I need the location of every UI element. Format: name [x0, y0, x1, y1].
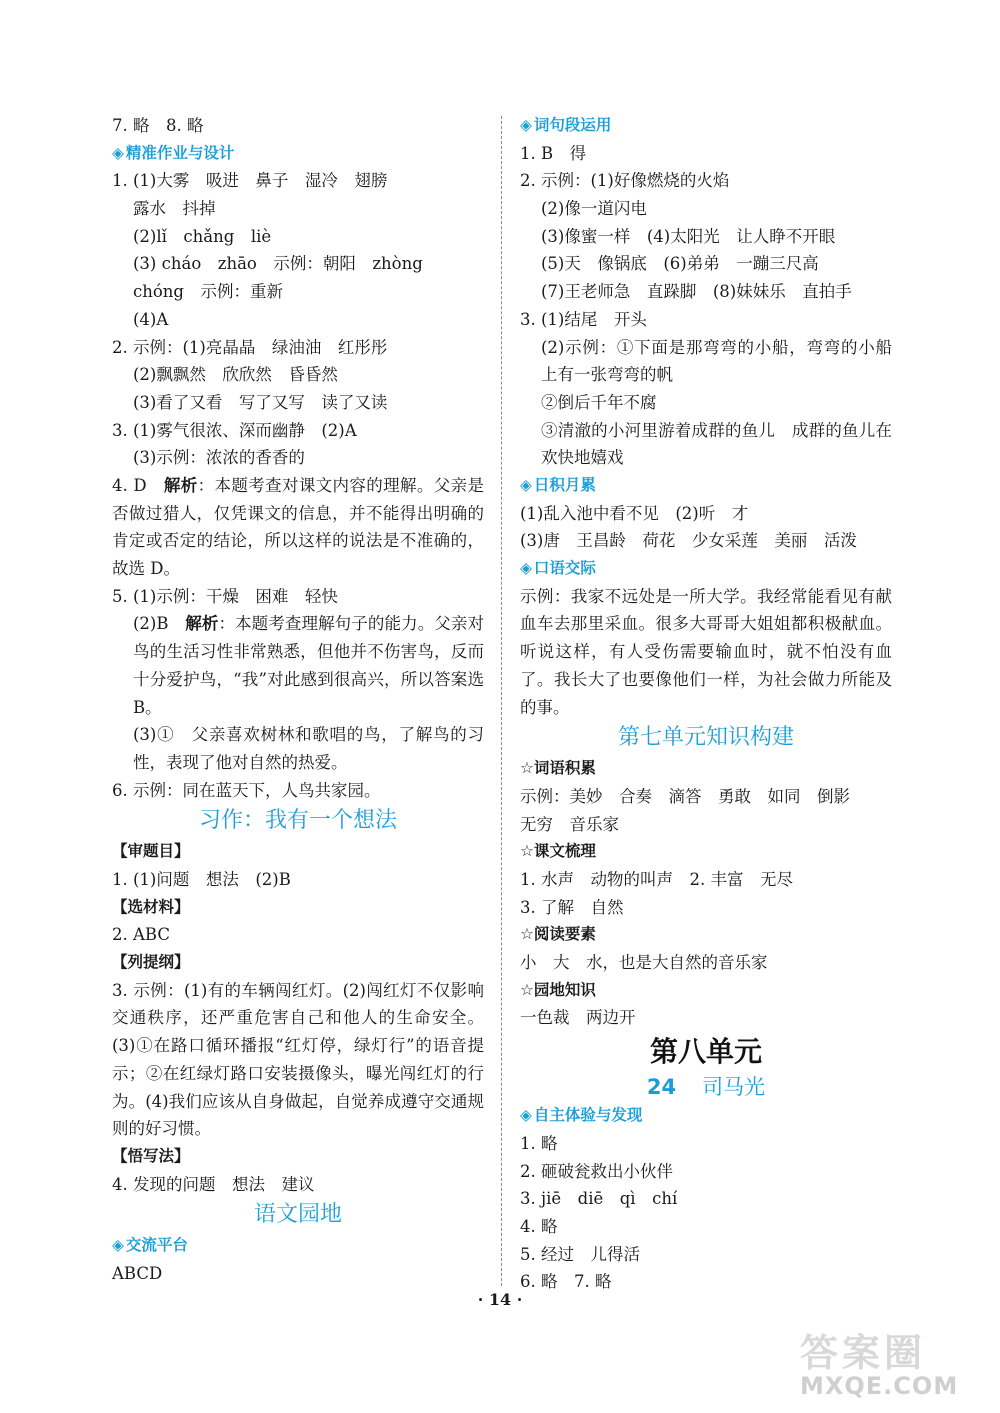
diamond-icon: ◈ — [520, 559, 532, 578]
answer-line: 1. (1)大雾 吸进 鼻子 湿冷 翅膀 — [112, 171, 388, 191]
left-column — [112, 112, 484, 1288]
page-number: · 14 · — [477, 1290, 523, 1309]
answer-line: 2. 砸破瓮救出小伙伴 — [520, 1161, 673, 1181]
answer-line: 6. 示例：同在蓝天下，人鸟共家园。 — [112, 780, 381, 800]
diamond-icon: ◈ — [520, 1106, 532, 1125]
answer-line: 1. 略 — [520, 1133, 558, 1153]
step-heading: 【审题目】 — [112, 842, 190, 861]
answer-paragraph: (2)示例：①下面是那弯弯的小船，弯弯的小船上有一张弯弯的帆 — [541, 337, 892, 385]
step-heading: 【列提纲】 — [112, 953, 190, 972]
section-title: 习作：我有一个想法 — [198, 808, 397, 834]
answer-line: (2)lǐ chǎng liè — [133, 226, 272, 246]
diamond-icon: ◈ — [520, 476, 532, 494]
answer-line: 2. ABC — [112, 925, 170, 945]
answer-line: 3. 了解 自然 — [520, 897, 624, 917]
section-heading: ◈ 交流平台 — [112, 1236, 188, 1255]
answer-line: (3)示例：浓浓的香香的 — [133, 448, 305, 468]
answer-line: 1. 水声 动物的叫声 2. 丰富 无尽 — [520, 870, 793, 890]
analysis-label: 解析 — [163, 475, 198, 495]
answer-line: 一色裁 两边开 — [520, 1008, 636, 1028]
answer-line: 露水 抖掉 — [133, 199, 216, 219]
answer-paragraph: 4. D 解析：本题考查对课文内容的理解。父亲是否做过猎人，仅凭课文的信息，并不能得出明确的肯定或否定的结论，所以这样的说法是不准确的，故选 D。 — [112, 475, 485, 579]
answer-paragraph: 3. 示例：(1)有的车辆闯红灯。(2)闯红灯不仅影响交通秩序，还严重危害自己和他人的生命安全。(3)①在路口循环播报“红灯停，绿灯行”的语音提示；②在红绿灯路口安装摄像头，曝光闯红灯的行为。(4)我们应该从自身做起，自觉养成遵守交通规则的好习惯。 — [112, 980, 484, 1139]
answer-line: (3)看了又看 写了又写 读了又读 — [133, 392, 388, 412]
answer-line: 3. (1)雾气很浓、深而幽静 (2)A — [112, 420, 357, 440]
answer-line: 2. 示例：(1)亮晶晶 绿油油 红彤彤 — [112, 337, 388, 357]
lesson-number: 24 — [646, 1075, 677, 1100]
unit-summary-title: 第七单元知识构建 — [617, 725, 794, 751]
answer-line: chóng 示例：重新 — [133, 282, 283, 302]
analysis-label: 解析 — [185, 614, 219, 634]
answer-line: 小 大 水，也是大自然的音乐家 — [520, 953, 768, 973]
answer-paragraph: ③清澈的小河里游着成群的鱼儿 成群的鱼儿在欢快地嬉戏 — [541, 420, 892, 468]
answer-line: 4. 发现的问题 想法 建议 — [112, 1174, 315, 1194]
right-column — [520, 112, 892, 1296]
answer-line: 5. 经过 儿得活 — [520, 1244, 640, 1264]
star-heading: ☆园地知识 — [520, 980, 596, 999]
section-title: 语文园地 — [253, 1202, 342, 1228]
answer-line: (7)王老师急 直跺脚 (8)妹妹乐 直拍手 — [541, 282, 852, 302]
section-heading: ◈ 日积月累 — [520, 476, 596, 494]
answer-line: (2)像一道闪电 — [541, 199, 647, 219]
answer-paragraph: (2)B 解析：本题考查理解句子的能力。父亲对鸟的生活习性非常熟悉，但他并不伤害鸟，反而十分爱护鸟，“我”对此感到很高兴，所以答案选 B。 — [133, 614, 485, 717]
answer-line: (2)飘飘然 欣欣然 昏昏然 — [133, 365, 338, 385]
answer-paragraph: (3)① 父亲喜欢树林和歌唱的鸟，了解鸟的习性，表现了他对自然的热爱。 — [133, 725, 484, 772]
answer-line: (3)像蜜一样 (4)太阳光 让人睁不开眼 — [541, 226, 836, 246]
answer-line: 3. (1)结尾 开头 — [520, 309, 647, 329]
answer-line: ABCD — [112, 1264, 163, 1284]
answer-line: 1. (1)问题 想法 (2)B — [112, 870, 291, 890]
answer-line: (5)天 像锅底 (6)弟弟 一蹦三尺高 — [541, 254, 819, 274]
lesson-name: 司马光 — [702, 1075, 766, 1100]
diamond-icon: ◈ — [112, 1236, 124, 1255]
diamond-icon: ◈ — [112, 143, 124, 162]
answer-line: (1)乱入池中看不见 (2)听 才 — [520, 503, 749, 523]
answer-line: (3)唐 王昌龄 荷花 少女采莲 美丽 活泼 — [520, 531, 857, 551]
lesson-title — [520, 1072, 892, 1102]
answer-line: (4)A — [133, 309, 169, 329]
answer-line: 5. (1)示例：干燥 困难 轻快 — [112, 586, 338, 606]
unit-title: 第八单元 — [649, 1035, 762, 1069]
section-heading: ◈ 词句段运用 — [520, 116, 612, 134]
answer-line: 无穷 音乐家 — [520, 814, 619, 834]
answer-line: 3. jiē diē qì chí — [520, 1189, 678, 1209]
answer-paragraph: 示例：我家不远处是一所大学。我经常能看见有献血车去那里采血。很多大哥哥大姐姐都积极献血。听说这样，有人受伤需要输血时，就不怕没有血了。我长大了也要像他们一样，为社会做力所能及的事。 — [520, 586, 892, 717]
section-heading: ◈ 精准作业与设计 — [112, 143, 235, 162]
star-heading: ☆阅读要素 — [520, 925, 596, 944]
step-heading: 【选材料】 — [112, 897, 190, 916]
answer-line: 6. 略 7. 略 — [520, 1272, 612, 1292]
star-heading: ☆课文梳理 — [520, 842, 596, 861]
answer-line: 1. B 得 — [520, 143, 587, 163]
column-divider — [501, 116, 502, 1286]
answer-line: 2. 示例：(1)好像燃烧的火焰 — [520, 171, 730, 191]
answer-line: 示例：美妙 合奏 滴答 勇敢 如同 倒影 — [520, 786, 850, 806]
section-heading: ◈ 口语交际 — [520, 559, 596, 578]
answer-line: ②倒后千年不腐 — [541, 392, 657, 412]
diamond-icon: ◈ — [520, 116, 532, 134]
star-heading: ☆词语积累 — [520, 759, 596, 778]
step-heading: 【悟写法】 — [112, 1147, 190, 1165]
watermark-logo: 答案圈 — [800, 1331, 927, 1375]
watermark-url: MXQE.COM — [800, 1372, 959, 1400]
section-heading: ◈ 自主体验与发现 — [520, 1106, 643, 1125]
answer-line: 4. 略 — [520, 1216, 558, 1236]
answer-line: 7. 略 8. 略 — [112, 116, 204, 135]
answer-line: (3) cháo zhāo 示例：朝阳 zhòng — [133, 254, 423, 274]
